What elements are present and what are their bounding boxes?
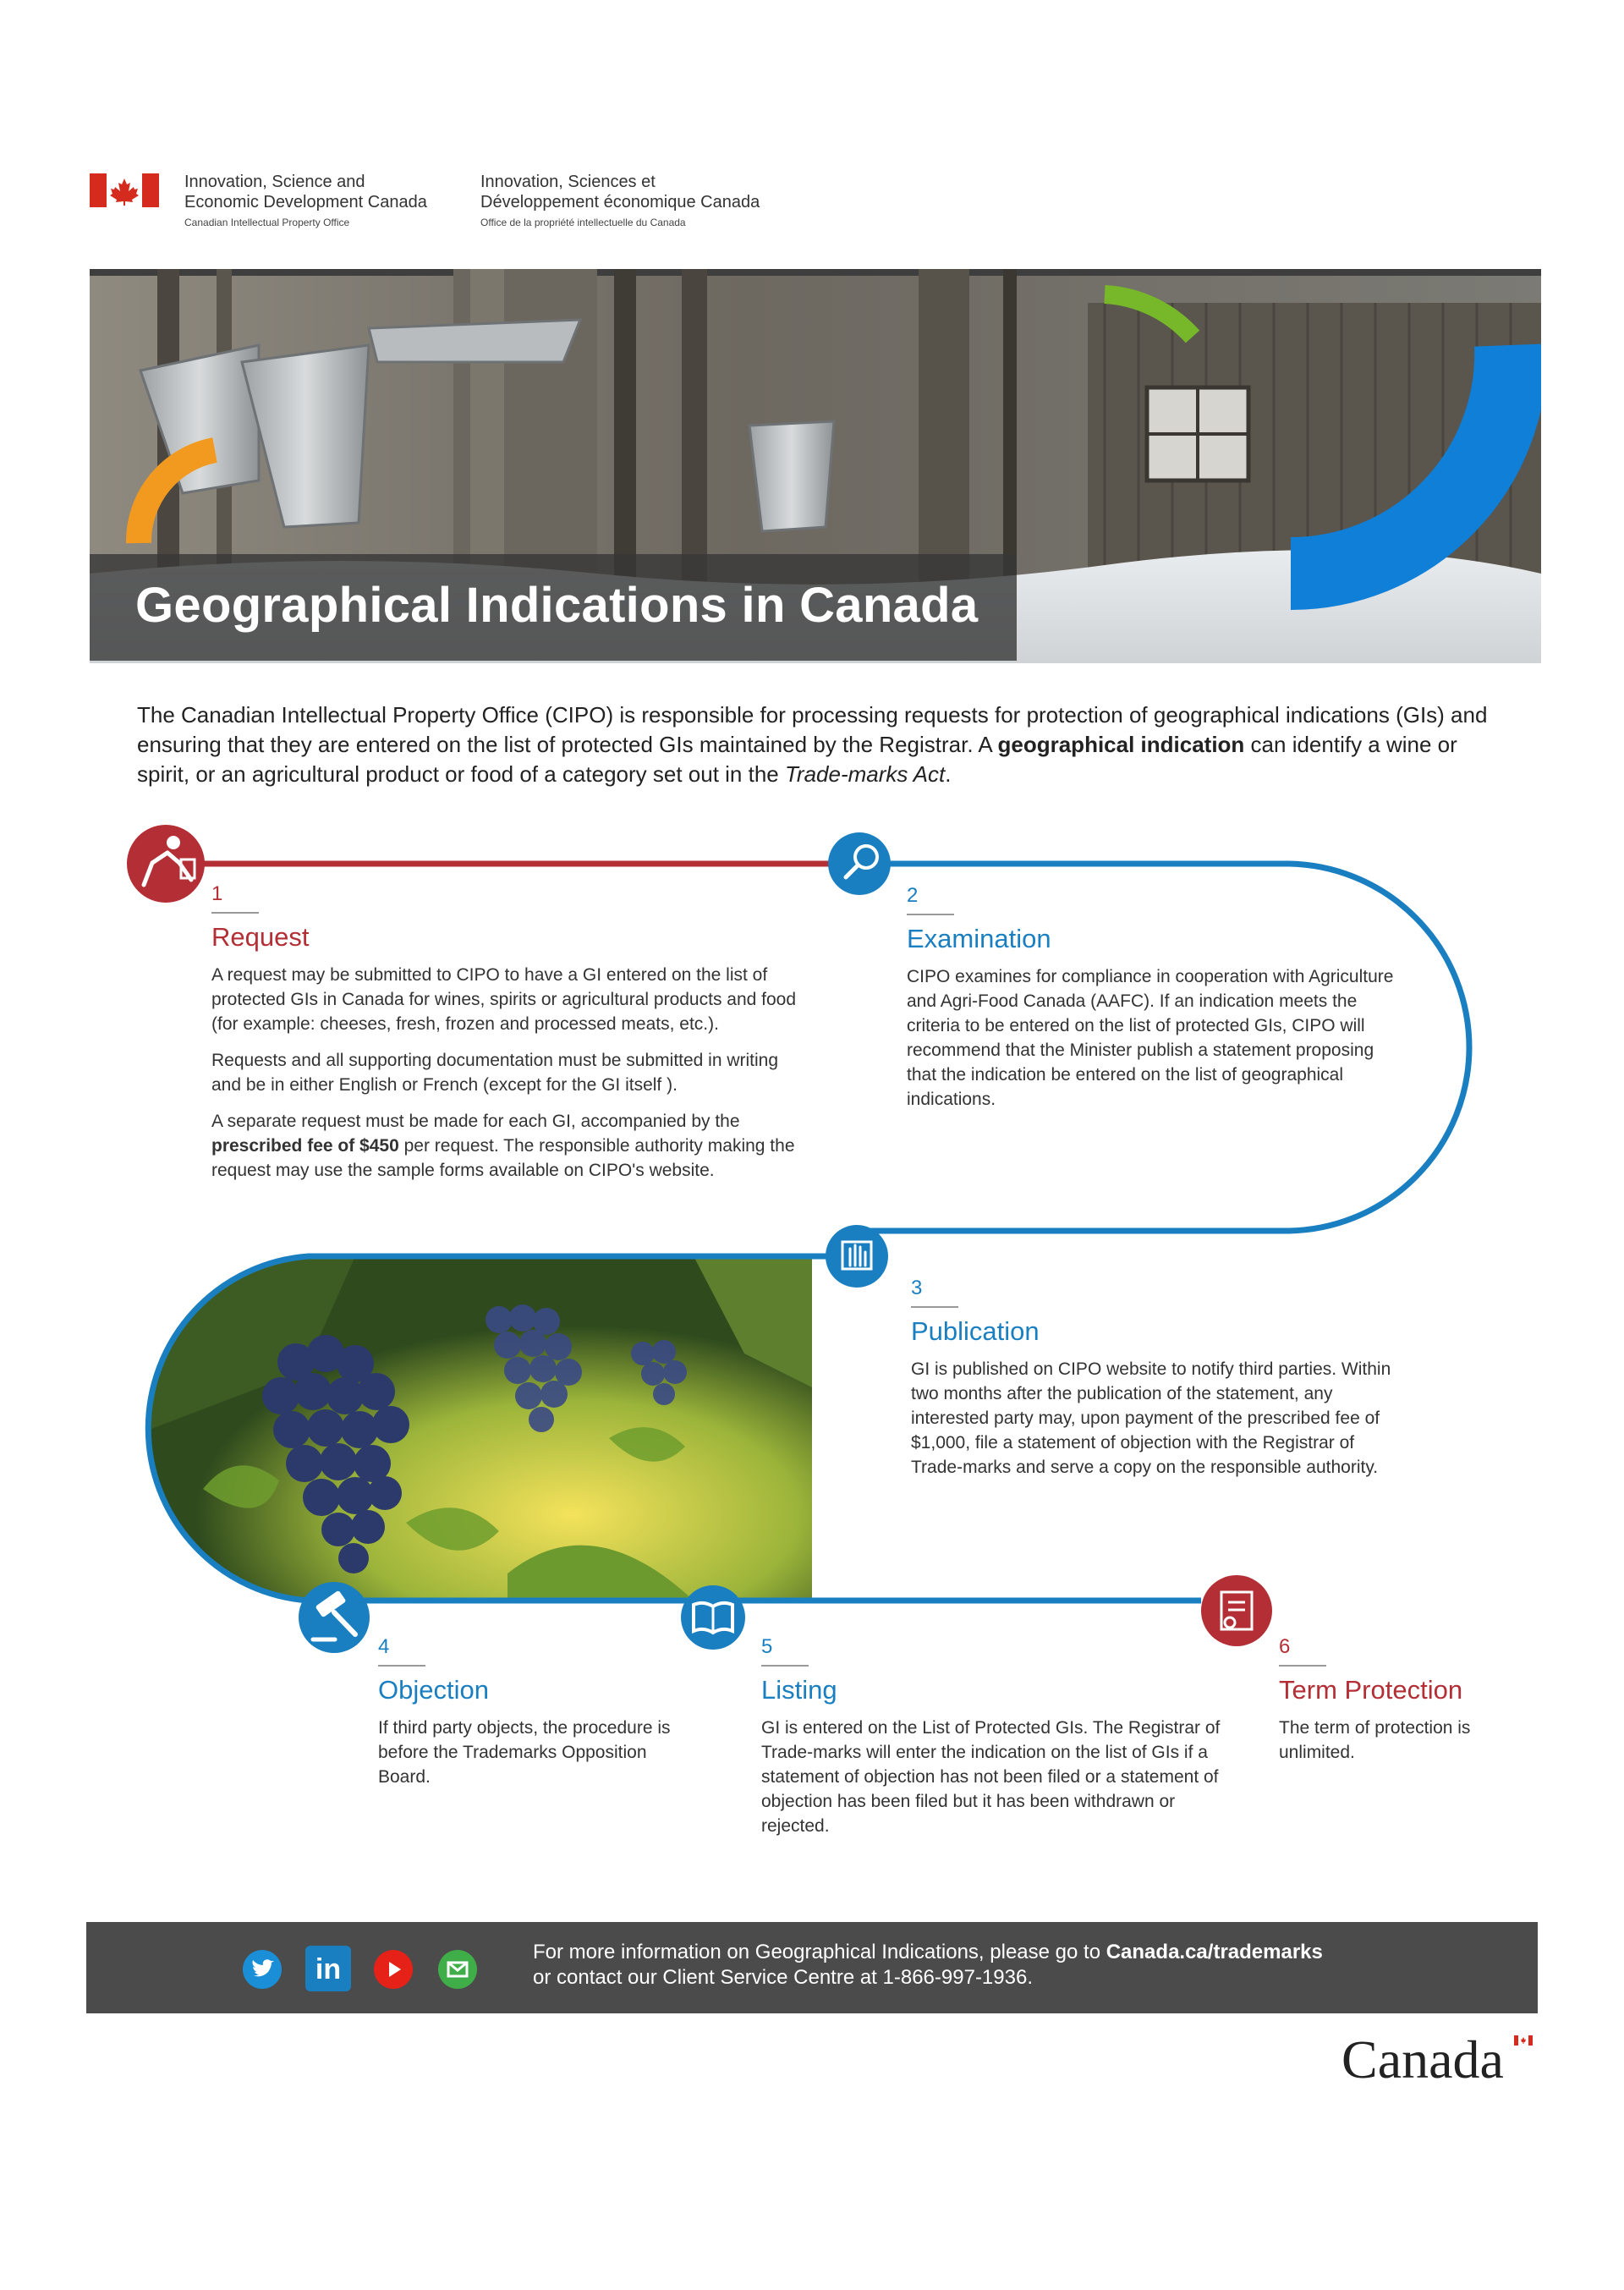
step-title: Objection [378, 1675, 489, 1705]
department-name-en-line2: Economic Development Canada [184, 193, 427, 211]
gavel-icon [299, 1582, 370, 1653]
step-title: Request [211, 922, 310, 952]
department-name-fr-line2: Développement économique Canada [480, 193, 760, 211]
step-number: 3 [911, 1277, 923, 1299]
step-divider [907, 914, 954, 915]
email-icon[interactable] [438, 1950, 477, 1989]
office-name-en: Canadian Intellectual Property Office [184, 217, 350, 228]
fee-text-1: A separate request must be made for each GI, accompanied by the [211, 1112, 740, 1131]
footer-contact-text [533, 1940, 1323, 1991]
fee-amount: prescribed fee of $450 [211, 1136, 399, 1156]
magnifier-icon [828, 832, 891, 895]
department-name-en-line1: Innovation, Science and [184, 173, 365, 191]
step-divider [761, 1665, 809, 1667]
step-body: If third party objects, the procedure is before the Trademarks Opposition Board. [378, 1718, 671, 1787]
step-examination [907, 883, 1397, 1112]
step-title: Publication [911, 1316, 1040, 1346]
office-name-fr: Office de la propriété intellectuelle du Canada [480, 217, 686, 228]
linkedin-icon[interactable]: in [305, 1946, 351, 1991]
step-paragraph: A request may be submitted to CIPO to have a GI entered on the list of protected GIs in Canada for wines, spirits or agricultural products and food (for example: cheeses, fresh, frozen and processed meats, etc.). [211, 965, 797, 1034]
intro-text-1: The Canadian Intellectual Property Office (CIPO) is responsible for processing requests for protection of geographical indications (GIs) and ensuring that they are entered on the list of protected GIs maintained by the Registrar. A [137, 702, 1488, 757]
step-number: 2 [907, 884, 919, 907]
step-publication [911, 1276, 1402, 1480]
step-body: GI is published on CIPO website to notify third parties. Within two months after the publication of the statement, any interested party may, upon payment of the prescribed fee of $1,000, file a statement of objection with the Registrar of Trade-marks and serve a copy on the responsible authority. [911, 1359, 1391, 1477]
intro-text-3: . [945, 761, 952, 787]
step-divider [1279, 1665, 1326, 1667]
step-body: GI is entered on the List of Protected GIs. The Registrar of Trade-marks will enter the indication on the list of GIs if a statement of objection has not been filed or a statement of objection has been filed but it has been withdrawn or rejected. [761, 1718, 1221, 1836]
step-divider [911, 1306, 958, 1308]
page-title: Geographical Indications in Canada [135, 578, 979, 633]
intro-text-2: can identify a wine or spirit, or an agricultural product or food of a category set out in the [137, 732, 1457, 787]
footer-line-1-prefix: For more information on Geographical Indications, please go to [533, 1941, 1106, 1963]
step-body: The term of protection is unlimited. [1279, 1718, 1471, 1762]
trademarks-link[interactable]: Canada.ca/trademarks [1106, 1941, 1323, 1963]
canada-wordmark: Canada [1341, 2029, 1504, 2090]
department-name-fr-line1: Innovation, Sciences et [480, 173, 656, 191]
step-title: Term Protection [1279, 1675, 1463, 1705]
fee-text-2: per request. The responsible authority making the request may use the sample forms available on CIPO's website. [211, 1136, 795, 1180]
wordmark-flag-icon [1514, 2035, 1533, 2046]
step-term-protection [1279, 1634, 1533, 1765]
step-number: 5 [761, 1635, 773, 1658]
step-objection [378, 1634, 683, 1789]
step-paragraph [211, 1109, 804, 1183]
hand-raised-icon [826, 1225, 888, 1288]
person-filing-icon [127, 825, 205, 903]
youtube-icon[interactable] [374, 1950, 413, 1989]
step-divider [211, 912, 259, 914]
open-book-icon [681, 1585, 745, 1650]
step-divider [378, 1665, 425, 1667]
step-number: 4 [378, 1635, 390, 1658]
intro-bold-term: geographical indication [997, 732, 1245, 757]
step-body: CIPO examines for compliance in cooperation with Agriculture and Agri-Food Canada (AAFC). If an indication meets the criteria to be entered on the list of protected GIs, CIPO will recommend that the Minister publish a statement proposing that the indication be entered on the list of geographical indications. [907, 967, 1394, 1109]
step-title: Examination [907, 924, 1051, 953]
footer-line-2: or contact our Client Service Centre at 1-866-997-1936. [533, 1966, 1033, 1989]
step-request [211, 881, 804, 1194]
twitter-icon[interactable] [243, 1950, 282, 1989]
grapes-photo [127, 1256, 812, 1601]
step-title: Listing [761, 1675, 837, 1705]
footer-line-1 [533, 1940, 1323, 1965]
step-listing [761, 1634, 1235, 1838]
step-number: 1 [211, 882, 223, 905]
step-paragraph: Requests and all supporting documentation must be submitted in writing and be in either English or French (except for the GI itself ). [211, 1051, 779, 1095]
step-number: 6 [1279, 1635, 1291, 1658]
step-body [211, 963, 804, 1183]
intro-act-name: Trade-marks Act [784, 761, 946, 787]
